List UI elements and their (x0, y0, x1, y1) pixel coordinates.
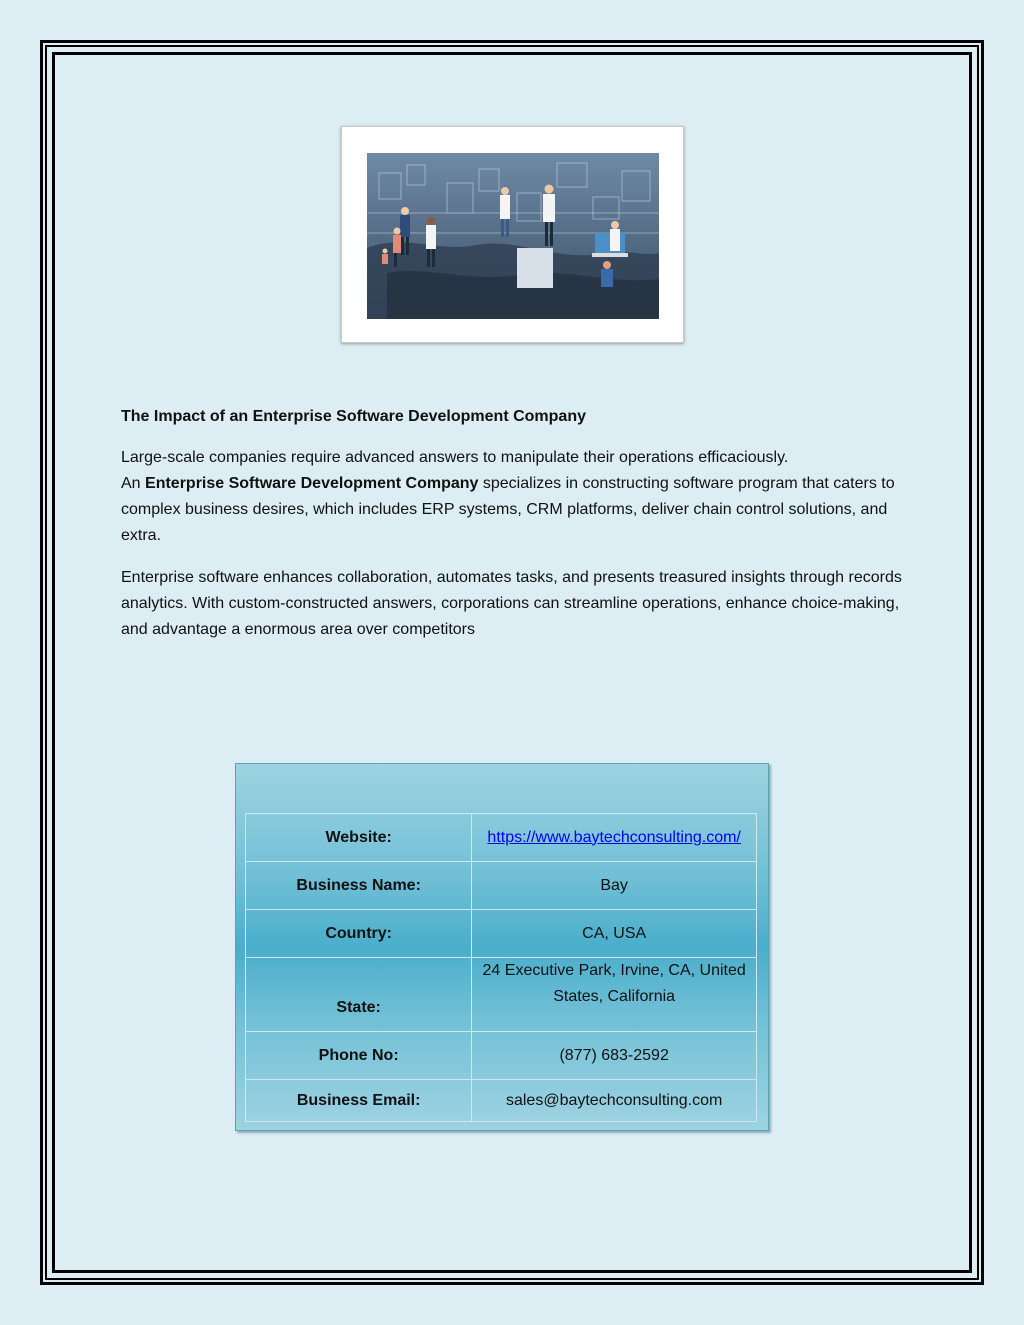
table-row (246, 958, 757, 1032)
table-row (246, 1032, 757, 1080)
article-paragraph-2: Enterprise software enhances collaboration, automates tasks, and presents treasured insights through records analytics. With custom-constructed answers, corporations can streamline operations, enhance choice-making, and advantage a enormous area over competitors (121, 569, 902, 638)
business-name-label: Business Name: (246, 862, 472, 910)
business-info-box (235, 763, 769, 1131)
website-link[interactable]: https://www.baytechconsulting.com/ (487, 828, 741, 846)
article-p1-pre: An (121, 475, 146, 492)
country-value: CA, USA (472, 910, 757, 958)
business-name-value: Bay (472, 862, 757, 910)
illustration-icon (367, 153, 659, 319)
state-label: State: (246, 958, 472, 1032)
article-p1-post: specializes in constructing software program that caters to complex business desires, which includes ERP systems, CRM platforms, deliver chain control solutions, and extra. (121, 475, 895, 544)
table-row (246, 1080, 757, 1122)
table-row (246, 862, 757, 910)
country-label: Country: (246, 910, 472, 958)
business-info-table (245, 813, 757, 1122)
email-label: Business Email: (246, 1080, 472, 1122)
state-value: 24 Executive Park, Irvine, CA, United States, California (472, 958, 757, 1032)
article-paragraph-1 (121, 445, 911, 549)
phone-label: Phone No: (246, 1032, 472, 1080)
table-row (246, 910, 757, 958)
phone-value: (877) 683-2592 (472, 1032, 757, 1080)
article-p1-keyword: Enterprise Software Development Company (145, 475, 479, 492)
header-illustration (341, 126, 684, 343)
website-label: Website: (246, 814, 472, 862)
table-row (246, 814, 757, 862)
email-value: sales@baytechconsulting.com (472, 1080, 757, 1122)
article (121, 404, 911, 659)
article-p1-line1: Large-scale companies require advanced answers to manipulate their operations efficaciously. (121, 449, 789, 466)
article-title: The Impact of an Enterprise Software Development Company (121, 408, 586, 425)
